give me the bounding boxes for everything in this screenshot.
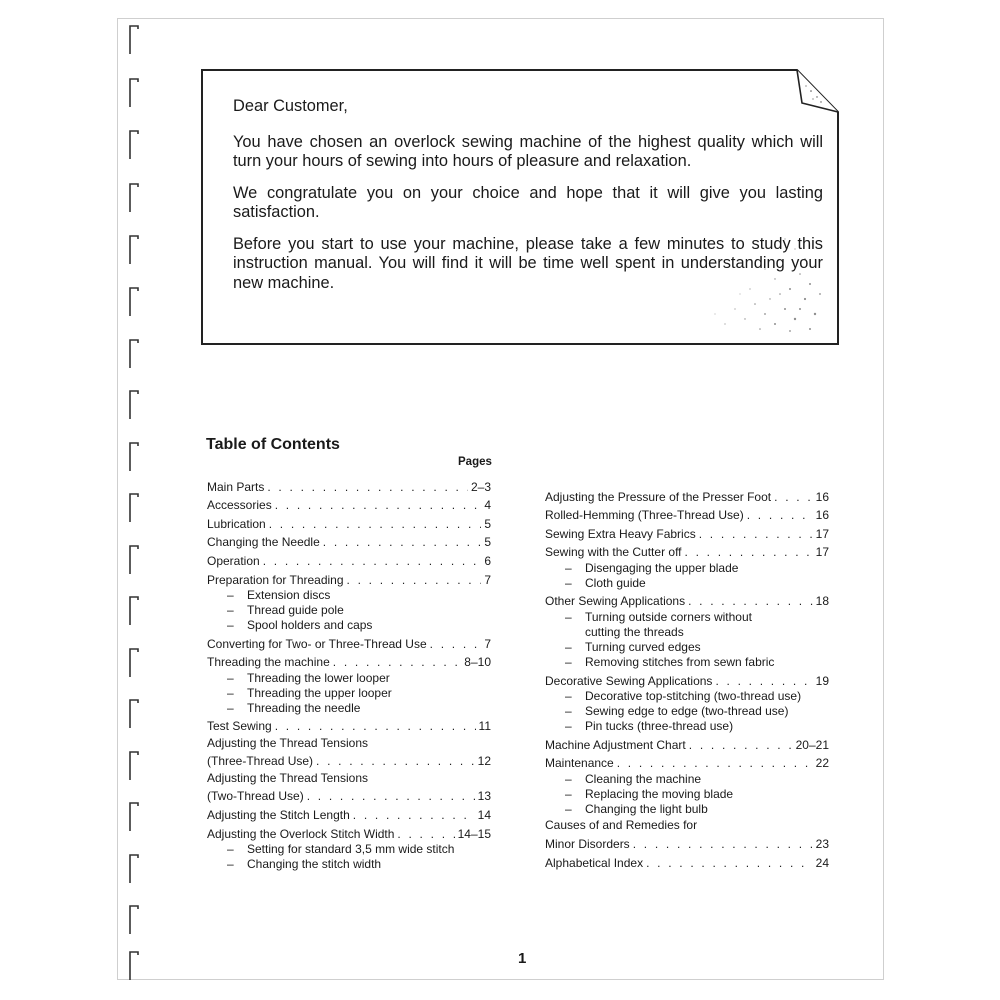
toc-subentry: – Decorative top-stitching (two-thread use) — [565, 688, 802, 703]
toc-subentry: – Threading the needle — [227, 700, 361, 715]
letter-body — [233, 97, 823, 305]
toc-entry: Other Sewing Applications . . . 18 — [545, 590, 829, 609]
binder-ring — [128, 336, 140, 368]
toc-entry: Converting for Two- or Three-Thread Use . . . 7 — [207, 632, 491, 651]
toc-subentry: – Replacing the moving blade — [565, 786, 734, 801]
binder-ring — [128, 645, 140, 677]
toc-subentry: – Cloth guide — [565, 575, 646, 590]
toc-entry: Adjusting the Stitch Length . . . 14 — [207, 803, 491, 822]
toc-entry: Machine Adjustment Chart . . . 20–21 — [545, 733, 829, 752]
binder-ring — [128, 127, 140, 159]
toc-entry-line: Adjusting the Thread Tensions — [207, 735, 368, 750]
toc-entry: Accessories . . . 4 — [207, 494, 491, 513]
customer-letter — [201, 69, 839, 345]
toc-entry: Decorative Sewing Applications . . . 19 — [545, 669, 829, 688]
toc-entry: Rolled-Hemming (Three-Thread Use) . . . 16 — [545, 504, 829, 523]
binder-ring — [128, 75, 140, 107]
toc-subentry: – Cleaning the machine — [565, 771, 702, 786]
toc-subentry: – Sewing edge to edge (two-thread use) — [565, 704, 789, 719]
toc-subentry: – Threading the lower looper — [227, 670, 390, 685]
toc-subentry: – Setting for standard 3,5 mm wide stitch — [227, 841, 455, 856]
toc-subentry-continued: cutting the threads — [585, 624, 684, 639]
binder-ring — [128, 851, 140, 883]
toc-entry-line: Adjusting the Thread Tensions — [207, 770, 368, 785]
toc-entry: Preparation for Threading . . . 7 — [207, 568, 491, 587]
binder-ring — [128, 948, 140, 980]
letter-greeting: Dear Customer, — [233, 97, 348, 115]
toc-entry: Main Parts . . . 2–3 — [207, 475, 491, 494]
toc-left-column — [207, 475, 491, 871]
page-number: 1 — [518, 950, 527, 967]
toc-entry: Sewing Extra Heavy Fabrics . . . 17 — [545, 522, 829, 541]
toc-right-column — [545, 485, 829, 870]
binder-ring — [128, 22, 140, 54]
toc-entry: (Three-Thread Use) . . . 12 — [207, 750, 491, 769]
binder-ring — [128, 387, 140, 419]
toc-pages-label: Pages — [458, 456, 492, 468]
letter-paragraph: You have chosen an overlock sewing machine of the highest quality which will turn your hours of sewing into hours of pleasure and relaxation. — [233, 132, 823, 170]
binder-ring — [128, 799, 140, 831]
toc-subentry: – Threading the upper looper — [227, 685, 392, 700]
binder-ring — [128, 593, 140, 625]
toc-subentry: – Turning curved edges — [565, 639, 701, 654]
toc-entry: Adjusting the Pressure of the Presser Foot . . . 16 — [545, 485, 829, 504]
binder-ring — [128, 232, 140, 264]
toc-subentry: – Removing stitches from sewn fabric — [565, 655, 775, 670]
binder-ring — [128, 542, 140, 574]
toc-subentry: – Thread guide pole — [227, 602, 344, 617]
toc-subentry: – Changing the light bulb — [565, 802, 708, 816]
toc-subentry: – Extension discs — [227, 587, 331, 602]
binder-ring — [128, 490, 140, 522]
toc-entry: Sewing with the Cutter off . . . 17 — [545, 541, 829, 560]
toc-subentry: – Turning outside corners without — [565, 609, 752, 624]
toc-heading: Table of Contents — [206, 436, 340, 453]
toc-entry: Operation . . . 6 — [207, 549, 491, 568]
toc-entry-line: Causes of and Remedies for — [545, 818, 698, 833]
toc-subentry: – Changing the stitch width — [227, 857, 382, 871]
binder-ring — [128, 902, 140, 934]
binder-ring — [128, 180, 140, 212]
toc-subentry: – Pin tucks (three-thread use) — [565, 719, 734, 734]
letter-paragraph: We congratulate you on your choice and hope that it will give you lasting satisfaction. — [233, 183, 823, 221]
toc-entry: Lubrication . . . 5 — [207, 512, 491, 531]
binder-ring — [128, 748, 140, 780]
toc-subentry: – Spool holders and caps — [227, 618, 373, 633]
toc-entry: Minor Disorders . . . 23 — [545, 832, 829, 851]
toc-entry: Maintenance . . . 22 — [545, 752, 829, 771]
toc-entry: Adjusting the Overlock Stitch Width . . . 14–15 — [207, 822, 491, 841]
toc-subentry: – Disengaging the upper blade — [565, 560, 739, 575]
toc-entry: (Two-Thread Use) . . . 13 — [207, 785, 491, 804]
toc-entry: Alphabetical Index . . . 24 — [545, 851, 829, 870]
toc-entry: Threading the machine . . . 8–10 — [207, 651, 491, 670]
toc-entry: Test Sewing . . . 11 — [207, 715, 491, 734]
letter-paragraph: Before you start to use your machine, please take a few minutes to study this instruction manual. You will find it will be time well spent in understanding your new machine. — [233, 234, 823, 292]
binder-ring — [128, 284, 140, 316]
binder-ring — [128, 696, 140, 728]
binder-ring — [128, 439, 140, 471]
toc-entry: Changing the Needle . . . 5 — [207, 531, 491, 550]
